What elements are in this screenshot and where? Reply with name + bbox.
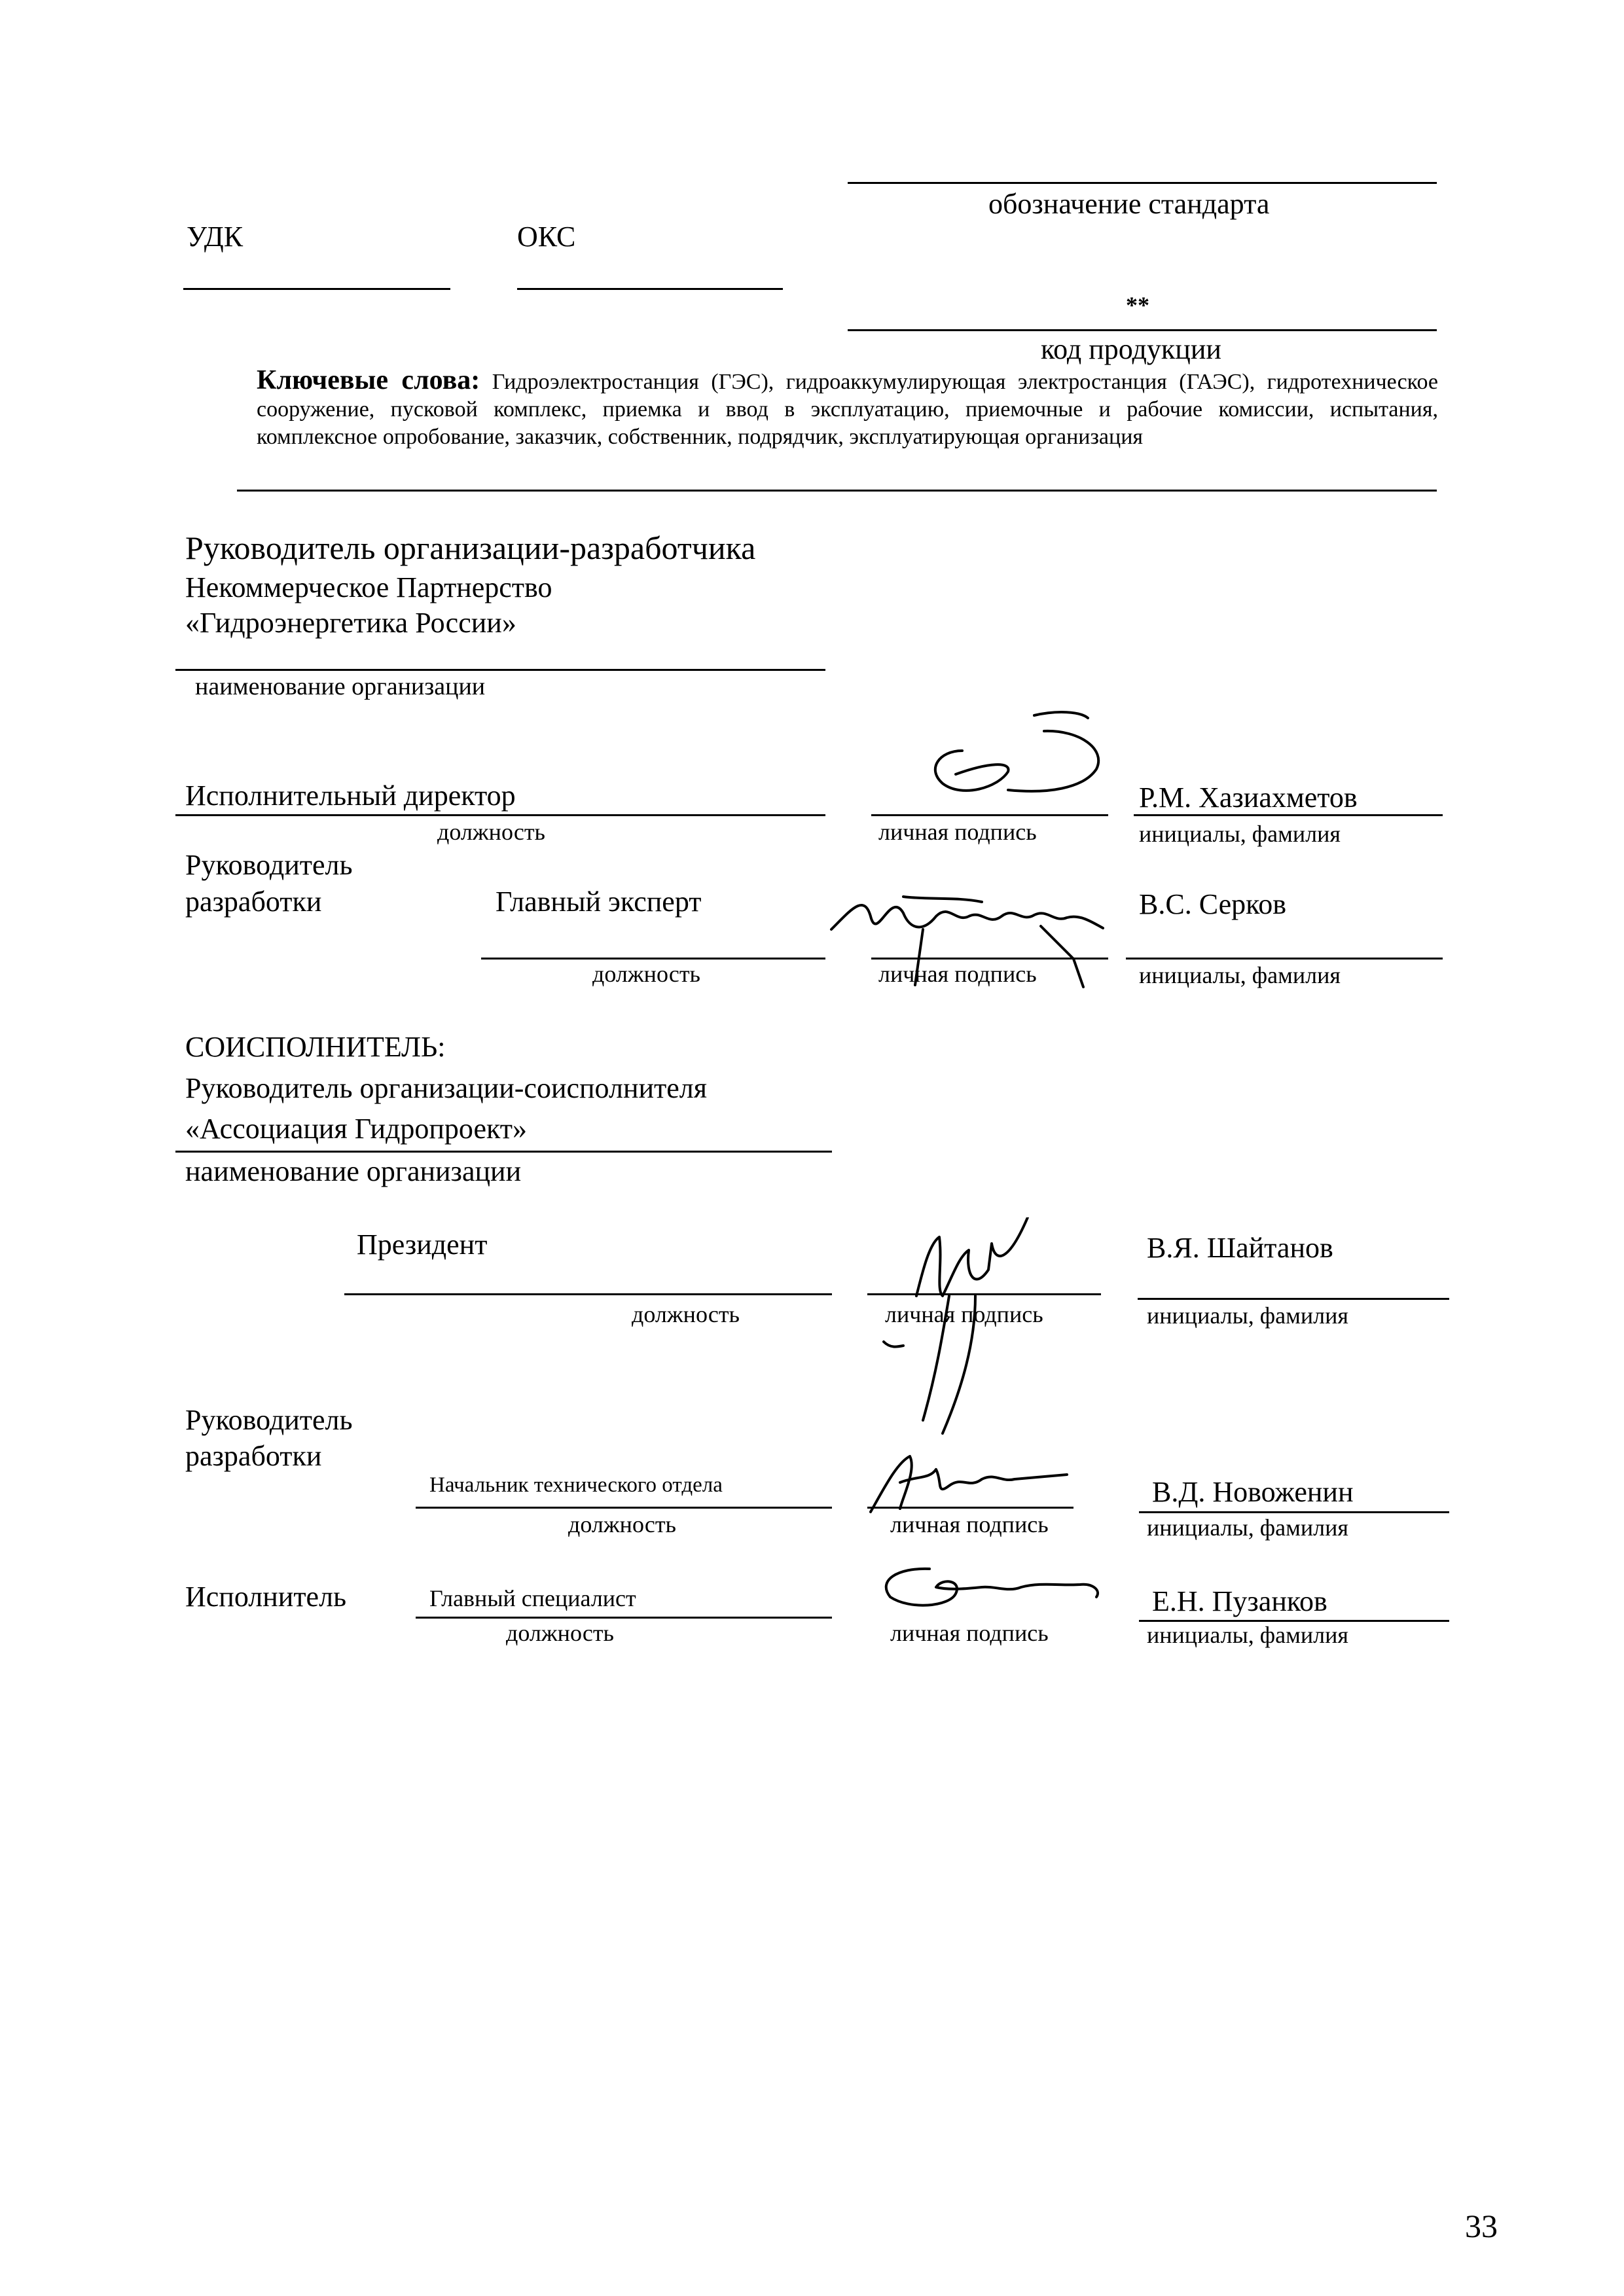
coexecutor-lead-position: Начальник технического отдела [429, 1473, 723, 1497]
coexecutor-org-name: «Ассоциация Гидропроект» [185, 1113, 528, 1145]
udk-label: УДК [187, 221, 244, 253]
executor-position: Главный специалист [429, 1585, 636, 1611]
developer-name-caption: инициалы, фамилия [1139, 821, 1341, 847]
developer-lead-label-2: разработки [185, 886, 322, 918]
coexecutor-org-caption: наименование организации [185, 1155, 522, 1187]
keywords-text: Гидроэлектростанция (ГЭС), гидроаккумулирующая электростанция (ГАЭС), гидротехническое сооружение, пусковой комплекс, приемка и ввод в эксплуатацию, приемочные и рабочие комиссии, испытания, комплексное опробование, заказчик, собственник, подрядчик, эксплуатирующая организация [257, 370, 1438, 449]
developer-position-line [175, 814, 825, 816]
product-code-asterisks: ** [1126, 292, 1149, 318]
developer-org-line1: Некоммерческое Партнерство [185, 571, 552, 603]
coexecutor-lead-name: В.Д. Новоженин [1152, 1476, 1354, 1508]
developer-signature-caption: личная подпись [878, 819, 1037, 845]
product-code-caption: код продукции [1041, 333, 1221, 365]
coexecutor-position-line [344, 1293, 832, 1295]
coexecutor-lead-label-1: Руководитель [185, 1404, 353, 1436]
signature-shaitanov [877, 1217, 1060, 1466]
developer-lead-position: Главный эксперт [496, 886, 702, 918]
developer-lead-position-line [481, 958, 825, 960]
developer-lead-name-line [1126, 958, 1443, 960]
keywords-block [257, 367, 1438, 451]
product-code-line [848, 329, 1437, 331]
developer-lead-position-caption: должность [592, 961, 700, 987]
udk-field-line [183, 288, 450, 290]
developer-name: Р.М. Хазиахметов [1139, 781, 1358, 814]
developer-org-line2: «Гидроэнергетика России» [185, 607, 516, 639]
developer-org-line [175, 669, 825, 671]
coexecutor-signature-line [867, 1293, 1101, 1295]
executor-position-caption: должность [506, 1620, 614, 1646]
executor-signature-caption: личная подпись [890, 1620, 1049, 1646]
coexecutor-org-head: Руководитель организации-соисполнителя [185, 1072, 707, 1104]
coexecutor-lead-label-2: разработки [185, 1440, 322, 1472]
page-number: 33 [1465, 2208, 1498, 2244]
keywords-underline [237, 490, 1437, 492]
executor-position-line [416, 1617, 832, 1619]
standard-designation-caption: обозначение стандарта [988, 188, 1270, 220]
developer-lead-label-1: Руководитель [185, 849, 353, 881]
oks-field-line [517, 288, 783, 290]
coexecutor-name-line [1138, 1298, 1449, 1300]
developer-signature-line [871, 814, 1108, 816]
developer-lead-name: В.С. Серков [1139, 888, 1287, 920]
coexecutor-org-line [175, 1151, 832, 1153]
standard-designation-line [848, 182, 1437, 184]
keywords-label: Ключевые слова: [257, 365, 480, 395]
developer-heading: Руководитель организации-разработчика [185, 529, 756, 566]
coexecutor-signature-caption: личная подпись [885, 1301, 1043, 1327]
developer-lead-signature-line [871, 958, 1108, 960]
developer-position: Исполнительный директор [185, 780, 516, 812]
coexecutor-lead-name-caption: инициалы, фамилия [1147, 1515, 1348, 1541]
coexecutor-lead-signature-caption: личная подпись [890, 1511, 1049, 1537]
executor-name: Е.Н. Пузанков [1152, 1585, 1327, 1617]
coexecutor-lead-position-line [416, 1507, 832, 1509]
executor-name-caption: инициалы, фамилия [1147, 1622, 1348, 1648]
coexecutor-position: Президент [357, 1229, 488, 1261]
signature-khaziakhmetov [916, 704, 1113, 805]
developer-name-line [1134, 814, 1443, 816]
signature-puzankov [871, 1561, 1106, 1620]
coexecutor-name: В.Я. Шайтанов [1147, 1232, 1333, 1264]
coexecutor-lead-name-line [1139, 1511, 1449, 1513]
oks-label: ОКС [517, 221, 576, 253]
developer-lead-signature-caption: личная подпись [878, 961, 1037, 987]
coexecutor-position-caption: должность [632, 1301, 740, 1327]
developer-lead-name-caption: инициалы, фамилия [1139, 962, 1341, 988]
executor-label: Исполнитель [185, 1581, 347, 1613]
coexecutor-lead-signature-line [867, 1507, 1074, 1509]
developer-org-caption: наименование организации [195, 673, 486, 700]
coexecutor-heading: СОИСПОЛНИТЕЛЬ: [185, 1031, 446, 1063]
coexecutor-lead-position-caption: должность [568, 1511, 676, 1537]
coexecutor-name-caption: инициалы, фамилия [1147, 1302, 1348, 1329]
developer-position-caption: должность [437, 819, 545, 845]
